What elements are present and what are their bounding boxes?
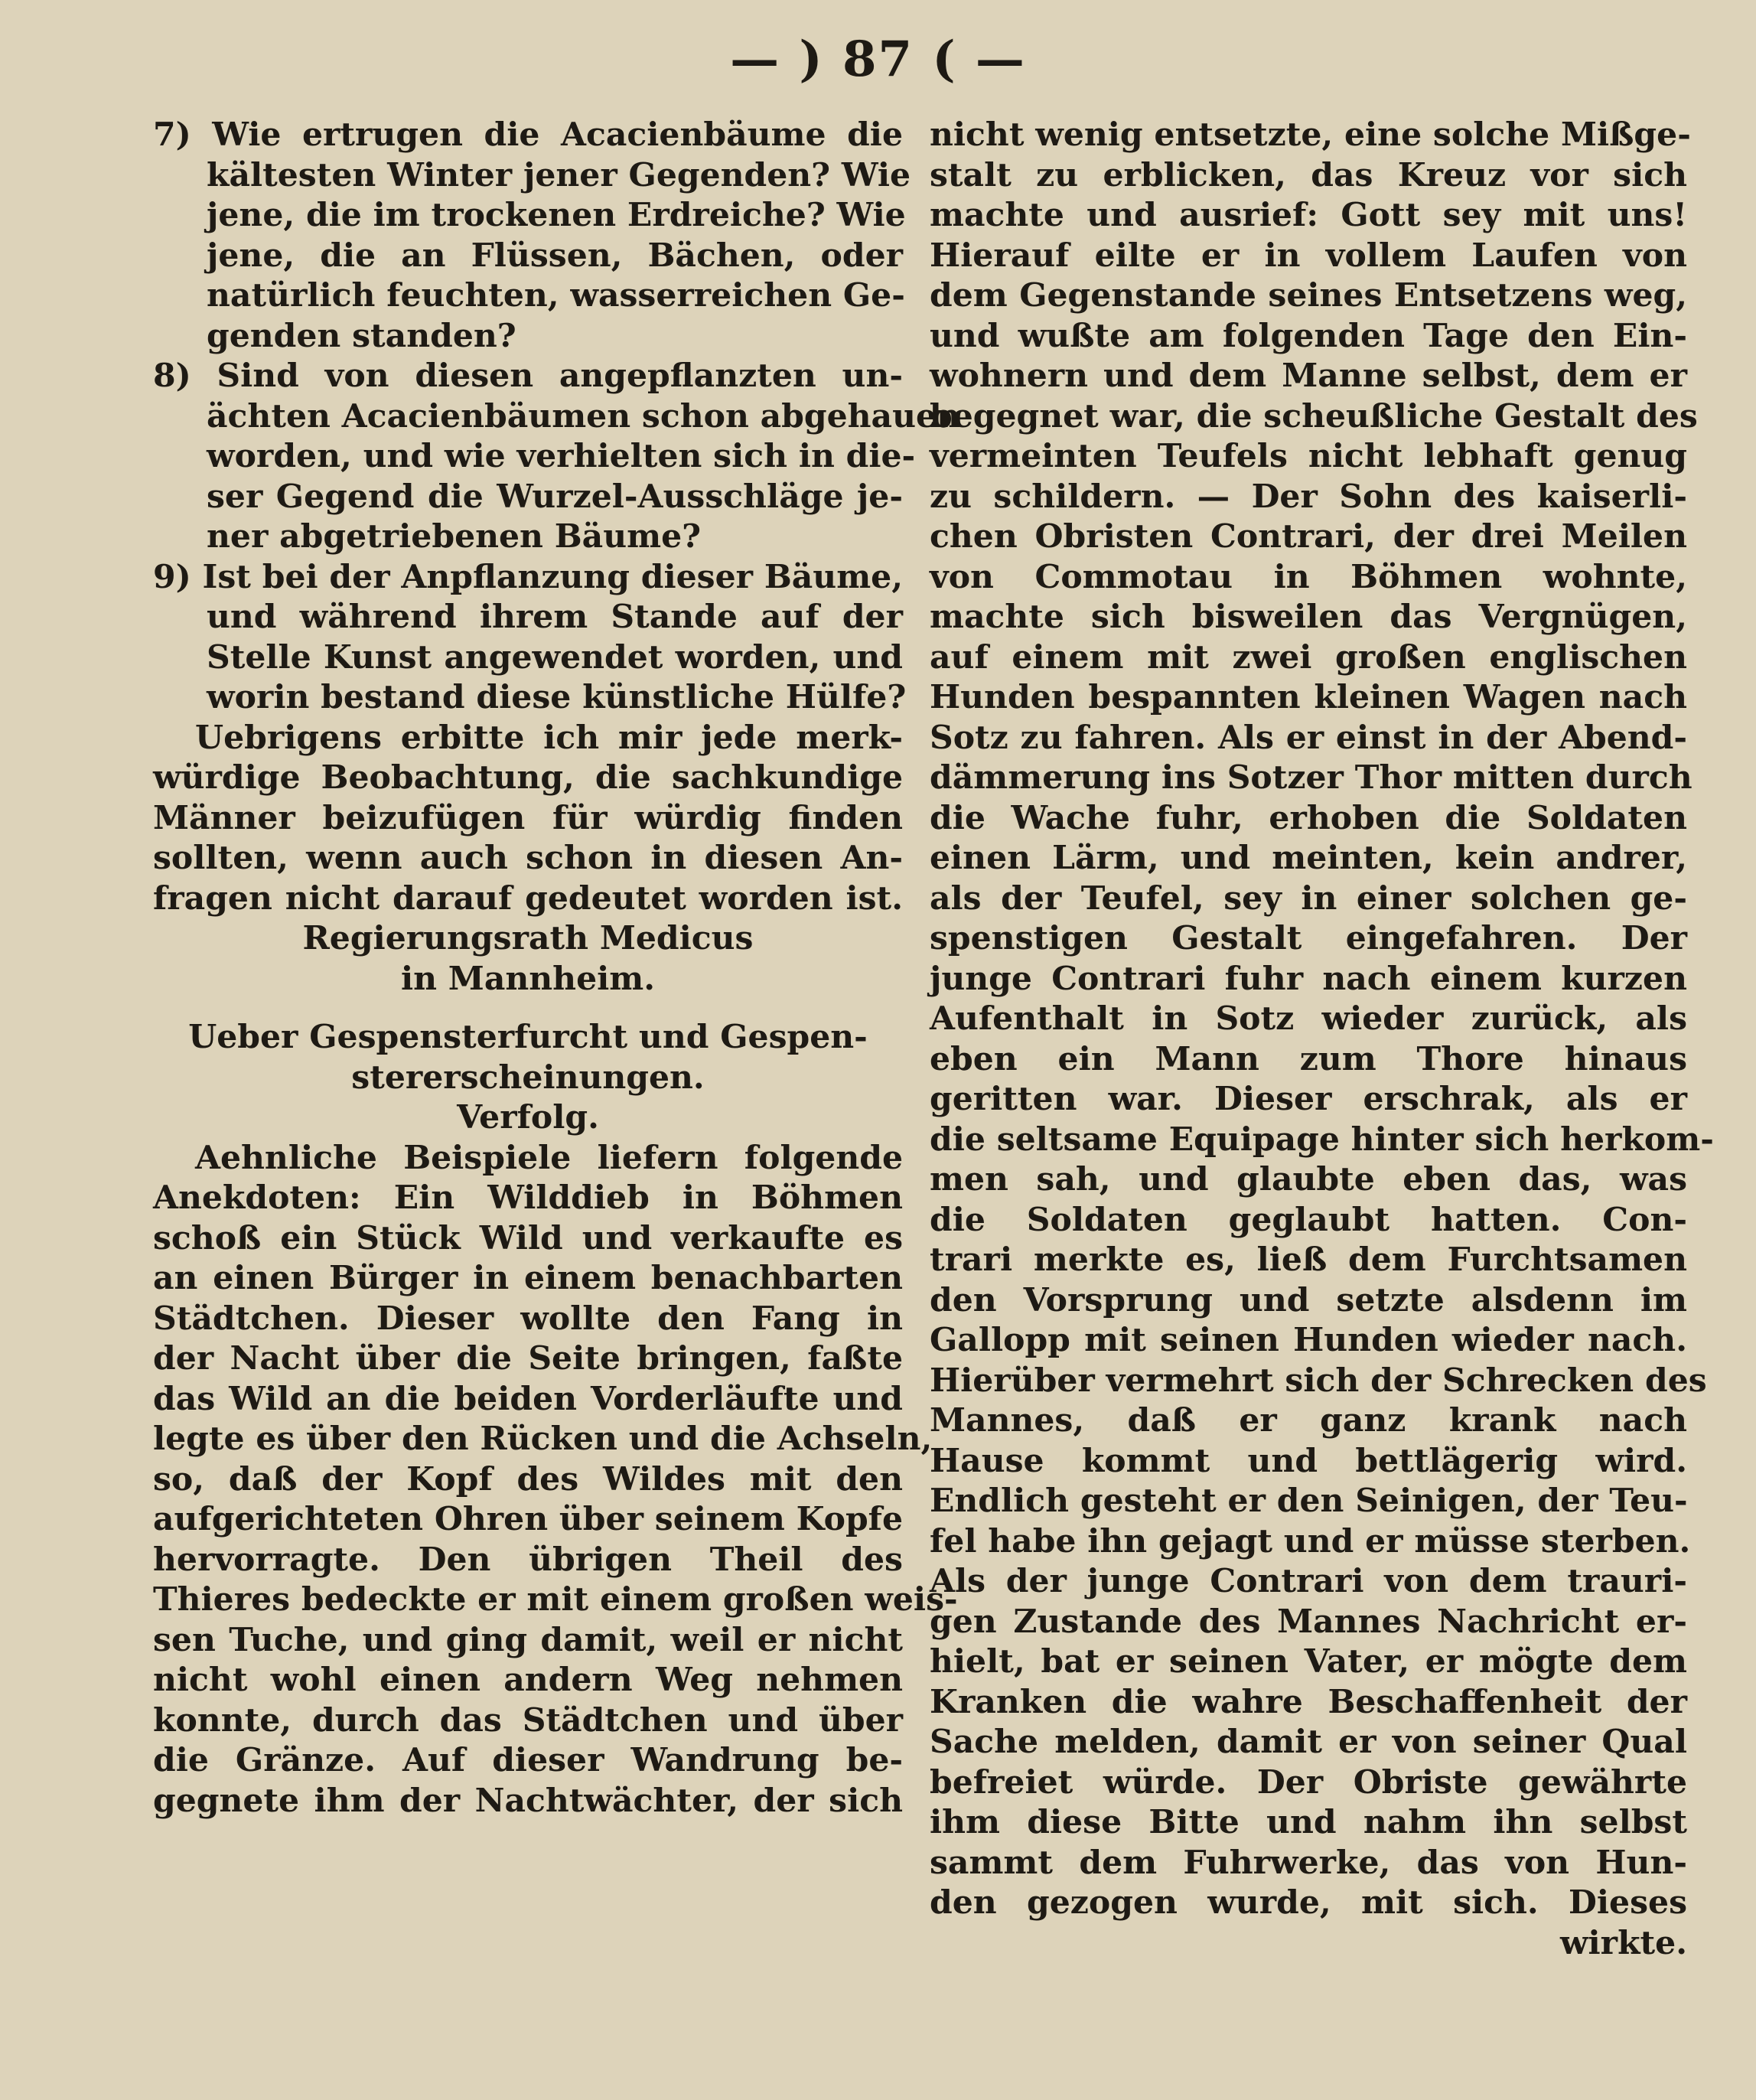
text-line: die Soldaten geglaubt hatten. Con-: [930, 1200, 1687, 1239]
text-line: das Wild an die beiden Vorderläufte und: [153, 1379, 903, 1418]
text-line: als der Teufel, sey in einer solchen ge-: [930, 879, 1687, 918]
text-line: legte es über den Rücken und die Achseln,: [153, 1420, 933, 1458]
text-line: Anekdoten: Ein Wilddieb in Böhmen: [153, 1179, 903, 1217]
right-column-lines: [930, 115, 1714, 1923]
text-line: gegnete ihm der Nachtwächter, der sich: [153, 1781, 903, 1820]
text-line: sammt dem Fuhrwerke, das von Hun-: [930, 1843, 1687, 1882]
text-line: nicht wenig entsetzte, eine solche Mißge-: [930, 116, 1691, 154]
text-line: Hunden bespannten kleinen Wagen nach: [930, 678, 1687, 716]
text-line: zu schildern. — Der Sohn des kaiserli-: [930, 477, 1687, 516]
text-line: geritten war. Dieser erschrak, als er: [930, 1080, 1687, 1118]
text-line: ner abgetriebenen Bäume?: [207, 517, 702, 556]
text-line: wohnern und dem Manne selbst, dem er: [930, 357, 1687, 395]
text-line: jene, die im trockenen Erdreiche? Wie: [207, 196, 906, 234]
text-line: Aufenthalt in Sotz wieder zurück, als: [930, 999, 1687, 1038]
text-line: Hierüber vermehrt sich der Schrecken des: [930, 1361, 1707, 1400]
text-line: die Gränze. Auf dieser Wandrung be-: [153, 1741, 903, 1779]
text-line: Stelle Kunst angewendet worden, und: [207, 638, 903, 677]
text-line: Regierungsrath Medicus: [302, 919, 754, 957]
text-line: fragen nicht darauf gedeutet worden ist.: [153, 879, 903, 918]
text-line: befreiet würde. Der Obriste gewährte: [930, 1762, 1687, 1802]
text-line: den gezogen wurde, mit sich. Dieses: [930, 1883, 1687, 1922]
text-line: und wußte am folgenden Tage den Ein-: [930, 316, 1687, 355]
text-line: Männer beizufügen für würdig finden: [153, 798, 903, 837]
text-line: kältesten Winter jener Gegenden? Wie: [207, 155, 911, 194]
text-line: so, daß der Kopf des Wildes mit den: [153, 1459, 903, 1498]
text-line: sen Tuche, und ging damit, weil er nicht: [153, 1620, 903, 1659]
text-line: Sache melden, damit er von seiner Qual: [930, 1723, 1687, 1761]
text-line: Gallopp mit seinen Hunden wieder nach.: [930, 1321, 1687, 1359]
catchword: wirkte.: [1559, 1923, 1687, 1962]
text-line: einen Lärm, und meinten, kein andrer,: [930, 839, 1687, 877]
text-line: an einen Bürger in einem benachbarten: [153, 1259, 903, 1297]
text-line: den Vorsprung und setzte alsdenn im: [930, 1280, 1687, 1319]
text-line: hervorragte. Den übrigen Theil des: [153, 1540, 903, 1579]
text-line: Uebrigens erbitte ich mir jede merk-: [195, 718, 903, 757]
page-number: — ) 87 ( —: [730, 31, 1026, 88]
text-line: chen Obristen Contrari, der drei Meilen: [930, 517, 1687, 556]
text-line: Städtchen. Dieser wollte den Fang in: [153, 1299, 903, 1338]
text-line: natürlich feuchten, wasserreichen Ge-: [207, 276, 905, 315]
text-line: in Mannheim.: [400, 959, 656, 998]
text-line: 9) Ist bei der Anpflanzung dieser Bäume,: [153, 557, 903, 596]
right-column: [930, 115, 1714, 1963]
text-line: stalt zu erblicken, das Kreuz vor sich: [930, 155, 1687, 194]
text-line: Thieres bedeckte er mit einem großen weis-: [153, 1580, 958, 1619]
text-line: vermeinten Teufels nicht lebhaft genug: [930, 437, 1687, 475]
text-line: 7) Wie ertrugen die Acacienbäume die: [153, 116, 903, 154]
text-line: und während ihrem Stande auf der: [207, 598, 903, 636]
text-line: gen Zustande des Mannes Nachricht er-: [930, 1602, 1687, 1641]
text-line: worden, und wie verhielten sich in die-: [207, 437, 916, 475]
text-line: Als der junge Contrari von dem trauri-: [930, 1562, 1687, 1600]
article-title-line-1: Ueber Gespensterfurcht und Gespen-: [188, 1018, 868, 1056]
text-line: begegnet war, die scheußliche Gestalt des: [930, 396, 1698, 435]
text-line: die Wache fuhr, erhoben die Soldaten: [930, 798, 1687, 837]
text-line: jene, die an Flüssen, Bächen, oder: [207, 236, 903, 275]
text-line: 8) Sind von diesen angepflanzten un-: [153, 357, 903, 395]
text-line: Hierauf eilte er in vollem Laufen von: [930, 236, 1687, 275]
text-line: genden standen?: [207, 316, 516, 355]
left-column: [153, 115, 960, 1821]
text-line: aufgerichteten Ohren über seinem Kopfe: [153, 1500, 903, 1538]
text-line: machte und ausrief: Gott sey mit uns!: [930, 196, 1687, 234]
text-line: die seltsame Equipage hinter sich herkom-: [930, 1120, 1714, 1159]
text-line: nicht wohl einen andern Weg nehmen: [153, 1661, 903, 1699]
text-line: fel habe ihn gejagt und er müsse sterben.: [930, 1521, 1691, 1560]
text-line: worin bestand diese künstliche Hülfe?: [207, 678, 907, 716]
text-line: ihm diese Bitte und nahm ihn selbst: [930, 1803, 1687, 1841]
text-line: dem Gegenstande seines Entsetzens weg,: [930, 276, 1687, 315]
text-line: junge Contrari fuhr nach einem kurzen: [930, 959, 1687, 998]
text-line: eben ein Mann zum Thore hinaus: [930, 1039, 1687, 1078]
text-line: Kranken die wahre Beschaffenheit der: [930, 1682, 1687, 1721]
text-line: Hause kommt und bettlägerig wird.: [930, 1441, 1687, 1480]
text-line: sollten, wenn auch schon in diesen An-: [153, 839, 903, 877]
text-line: konnte, durch das Städtchen und über: [153, 1701, 903, 1740]
text-line: der Nacht über die Seite bringen, faßte: [153, 1339, 903, 1378]
text-line: spenstigen Gestalt eingefahren. Der: [930, 919, 1687, 957]
article-title-line-2: stererscheinungen.: [351, 1058, 705, 1097]
left-column-question-lines: [153, 115, 960, 999]
text-line: dämmerung ins Sotzer Thor mitten durch: [930, 758, 1692, 797]
text-line: ächten Acacienbäumen schon abgehauen: [207, 396, 960, 435]
left-column-body-lines: [153, 1138, 958, 1821]
text-line: men sah, und glaubte eben das, was: [930, 1160, 1687, 1198]
text-line: Aehnliche Beispiele liefern folgende: [195, 1138, 903, 1177]
text-line: würdige Beobachtung, die sachkundige: [153, 758, 903, 797]
text-line: Sotz zu fahren. Als er einst in der Abend-: [930, 718, 1687, 757]
text-line: Endlich gesteht er den Seinigen, der Teu-: [930, 1482, 1688, 1520]
text-line: auf einem mit zwei großen englischen: [930, 638, 1687, 677]
text-line: von Commotau in Böhmen wohnte,: [930, 557, 1687, 596]
text-line: hielt, bat er seinen Vater, er mögte dem: [930, 1642, 1687, 1681]
text-line: Mannes, daß er ganz krank nach: [930, 1401, 1687, 1440]
text-line: schoß ein Stück Wild und verkaufte es: [153, 1218, 903, 1257]
text-line: ser Gegend die Wurzel-Ausschläge je-: [207, 477, 903, 516]
text-line: trari merkte es, ließ dem Furchtsamen: [930, 1241, 1687, 1279]
continuation-label: Verfolg.: [457, 1098, 599, 1136]
text-line: machte sich bisweilen das Vergnügen,: [930, 598, 1687, 636]
